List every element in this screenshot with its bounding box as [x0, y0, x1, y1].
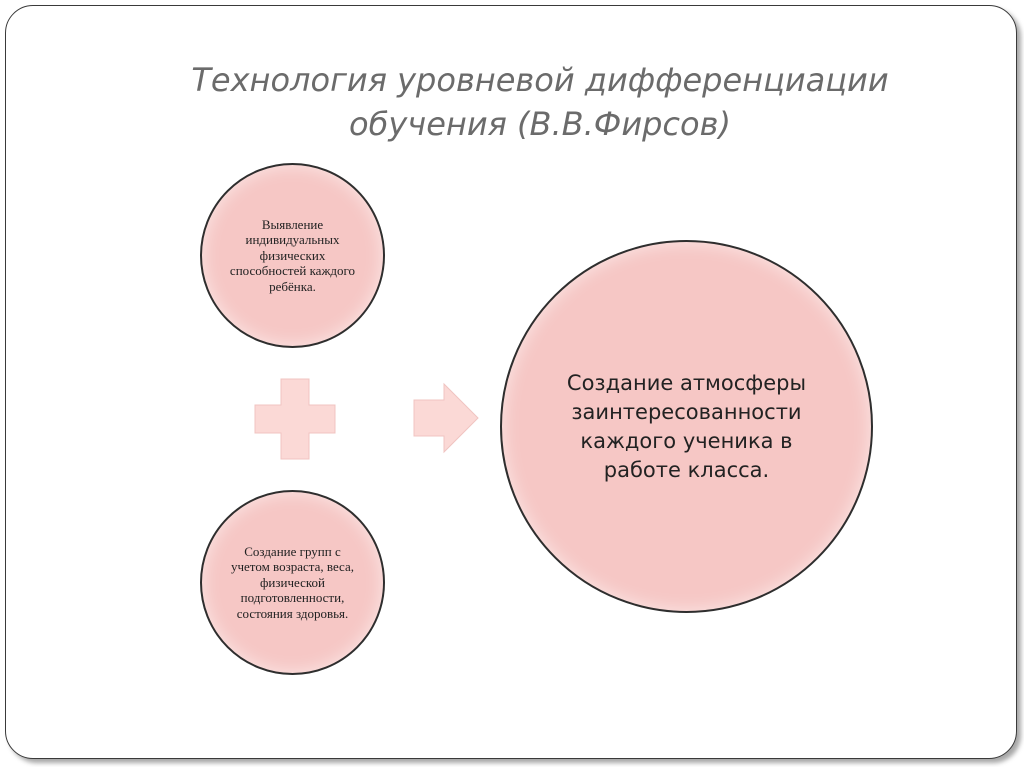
slide-title: Технология уровневой дифференциации обучения (В.В.Фирсов)	[191, 61, 889, 143]
circle-result-atmosphere	[500, 240, 873, 613]
circle-result-atmosphere-text: Создание атмосферы заинтересованности каждого ученика в работе класса.	[566, 370, 807, 482]
circle-identify-abilities	[200, 163, 385, 348]
right-arrow-icon	[412, 382, 480, 454]
circle-create-groups	[200, 490, 385, 675]
circle-create-groups-text: Создание групп с учетом возраста, веса, физической подготовленности, состояния здоровья.	[231, 543, 354, 621]
plus-icon	[252, 376, 338, 462]
circle-identify-abilities-text: Выявление индивидуальных физических способностей каждого ребёнка.	[229, 216, 356, 294]
